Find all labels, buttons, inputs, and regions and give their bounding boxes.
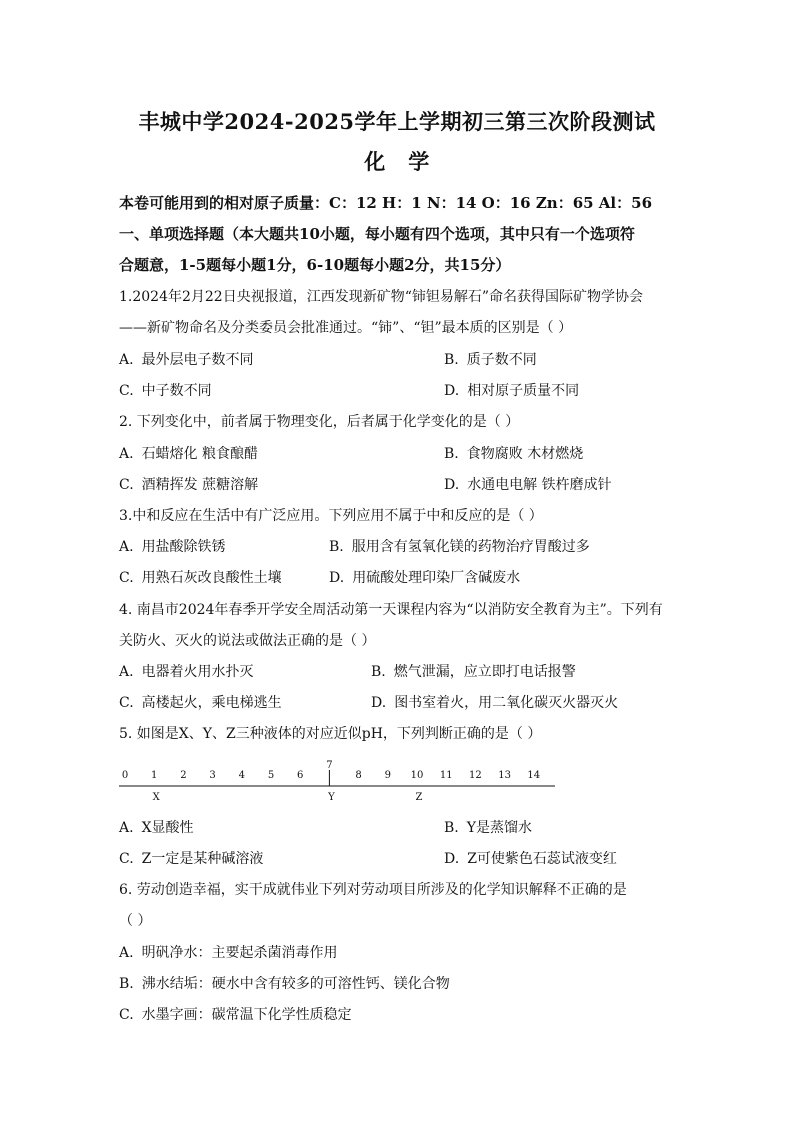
ph-tick-label: 13 bbox=[498, 770, 511, 781]
ph-tick-label: 2 bbox=[180, 770, 187, 781]
ph-tick-label: 6 bbox=[297, 770, 304, 781]
question-1-stem: 1.2024年2月22日央视报道，江西发现新矿物“铈钽易解石”命名获得国际矿物学协会 bbox=[119, 289, 644, 305]
ph-tick-label: 5 bbox=[267, 770, 275, 781]
q5-option-c[interactable]: C. Z一定是某种碱溶液 bbox=[119, 851, 264, 867]
subject-char: 化 bbox=[364, 149, 386, 174]
q2-option-b[interactable]: B. 食物腐败 木材燃烧 bbox=[444, 446, 584, 462]
q3-option-c[interactable]: C. 用熟石灰改良酸性土壤 bbox=[119, 570, 282, 586]
section-title-line: 合题意，1-5题每小题1分，6-10题每小题2分，共15分） bbox=[119, 256, 511, 274]
q3-option-a[interactable]: A. 用盐酸除铁锈 bbox=[119, 539, 226, 555]
ph-tick-label: 1 bbox=[151, 770, 158, 781]
question-2-stem: 2. 下列变化中，前者属于物理变化，后者属于化学变化的是（ ） bbox=[119, 414, 520, 430]
ph-tick-label: 12 bbox=[469, 770, 482, 781]
q4-option-b[interactable]: B. 燃气泄漏，应立即打电话报警 bbox=[371, 664, 576, 680]
q3-option-d[interactable]: D. 用硫酸处理印染厂含碱废水 bbox=[329, 570, 521, 586]
q2-option-c[interactable]: C. 酒精挥发 蔗糖溶解 bbox=[119, 477, 259, 493]
ph-scale-figure bbox=[119, 758, 559, 806]
question-4-stem: 关防火、灭火的说法或做法正确的是（ ） bbox=[119, 633, 376, 649]
ph-tick-label: 0 bbox=[121, 770, 129, 781]
ph-tick-label: 3 bbox=[209, 770, 216, 781]
subject-char: 学 bbox=[408, 149, 430, 174]
ph-tick-labels bbox=[122, 760, 540, 781]
atomic-mass-line: 本卷可能用到的相对原子质量：C：12 H：1 N：14 O：16 Zn：65 Al：56 bbox=[119, 194, 653, 212]
q6-option-c[interactable]: C. 水墨字画：碳常温下化学性质稳定 bbox=[119, 1007, 352, 1023]
ph-tick-label: 11 bbox=[439, 770, 453, 781]
q1-option-b[interactable]: B. 质子数不同 bbox=[444, 352, 537, 368]
section-title-line: 一、单项选择题（本大题共10小题，每小题有四个选项，其中只有一个选项符 bbox=[119, 225, 635, 243]
ph-scale-svg bbox=[119, 758, 559, 806]
q1-option-c[interactable]: C. 中子数不同 bbox=[119, 383, 212, 399]
ph-marker-y: Y bbox=[328, 792, 335, 803]
question-3-stem: 3.中和反应在生活中有广泛应用。下列应用不属于中和反应的是（ ） bbox=[119, 508, 543, 524]
q5-option-d[interactable]: D. Z可使紫色石蕊试液变红 bbox=[444, 851, 617, 867]
ph-tick-label: 14 bbox=[527, 770, 541, 781]
q4-option-d[interactable]: D. 图书室着火，用二氧化碳灭火器灭火 bbox=[371, 695, 619, 711]
subject-title bbox=[0, 146, 794, 176]
ph-tick-label: 4 bbox=[238, 770, 245, 781]
q5-option-a[interactable]: A. X显酸性 bbox=[119, 820, 194, 836]
q2-option-d[interactable]: D. 水通电电解 铁杵磨成针 bbox=[444, 477, 612, 493]
ph-marker-z: Z bbox=[415, 792, 423, 803]
ph-marker-x: X bbox=[152, 792, 160, 803]
q1-option-d[interactable]: D. 相对原子质量不同 bbox=[444, 383, 580, 399]
question-4-stem: 4. 南昌市2024年春季开学安全周活动第一天课程内容为“以消防安全教育为主”。下列有 bbox=[119, 602, 663, 618]
ph-tick-label: 9 bbox=[384, 770, 391, 781]
ph-tick-label: 10 bbox=[410, 770, 424, 781]
q6-option-b[interactable]: B. 沸水结垢：硬水中含有较多的可溶性钙、镁化合物 bbox=[119, 976, 450, 992]
q5-option-b[interactable]: B. Y是蒸馏水 bbox=[444, 820, 532, 836]
question-1-stem: ——新矿物命名及分类委员会批准通过。“铈”、“钽”最本质的区别是（ ） bbox=[119, 320, 573, 336]
question-5-stem: 5. 如图是X、Y、Z三种液体的对应近似pH，下列判断正确的是（ ） bbox=[119, 726, 542, 742]
q2-option-a[interactable]: A. 石蜡熔化 粮食酿醋 bbox=[119, 446, 259, 462]
q3-option-b[interactable]: B. 服用含有氢氧化镁的药物治疗胃酸过多 bbox=[329, 539, 590, 555]
ph-tick-label: 7 bbox=[326, 760, 333, 771]
q4-option-c[interactable]: C. 高楼起火，乘电梯逃生 bbox=[119, 695, 282, 711]
question-6-stem: 6. 劳动创造幸福，实干成就伟业下列对劳动项目所涉及的化学知识解释不正确的是 bbox=[119, 882, 627, 898]
q1-option-a[interactable]: A. 最外层电子数不同 bbox=[119, 352, 254, 368]
question-6-stem: （ ） bbox=[119, 913, 152, 929]
exam-title: 丰城中学2024-2025学年上学期初三第三次阶段测试 bbox=[138, 109, 656, 134]
q4-option-a[interactable]: A. 电器着火用水扑灭 bbox=[119, 664, 254, 680]
ph-tick-label: 8 bbox=[355, 770, 362, 781]
q6-option-a[interactable]: A. 明矾净水：主要起杀菌消毒作用 bbox=[119, 945, 338, 961]
